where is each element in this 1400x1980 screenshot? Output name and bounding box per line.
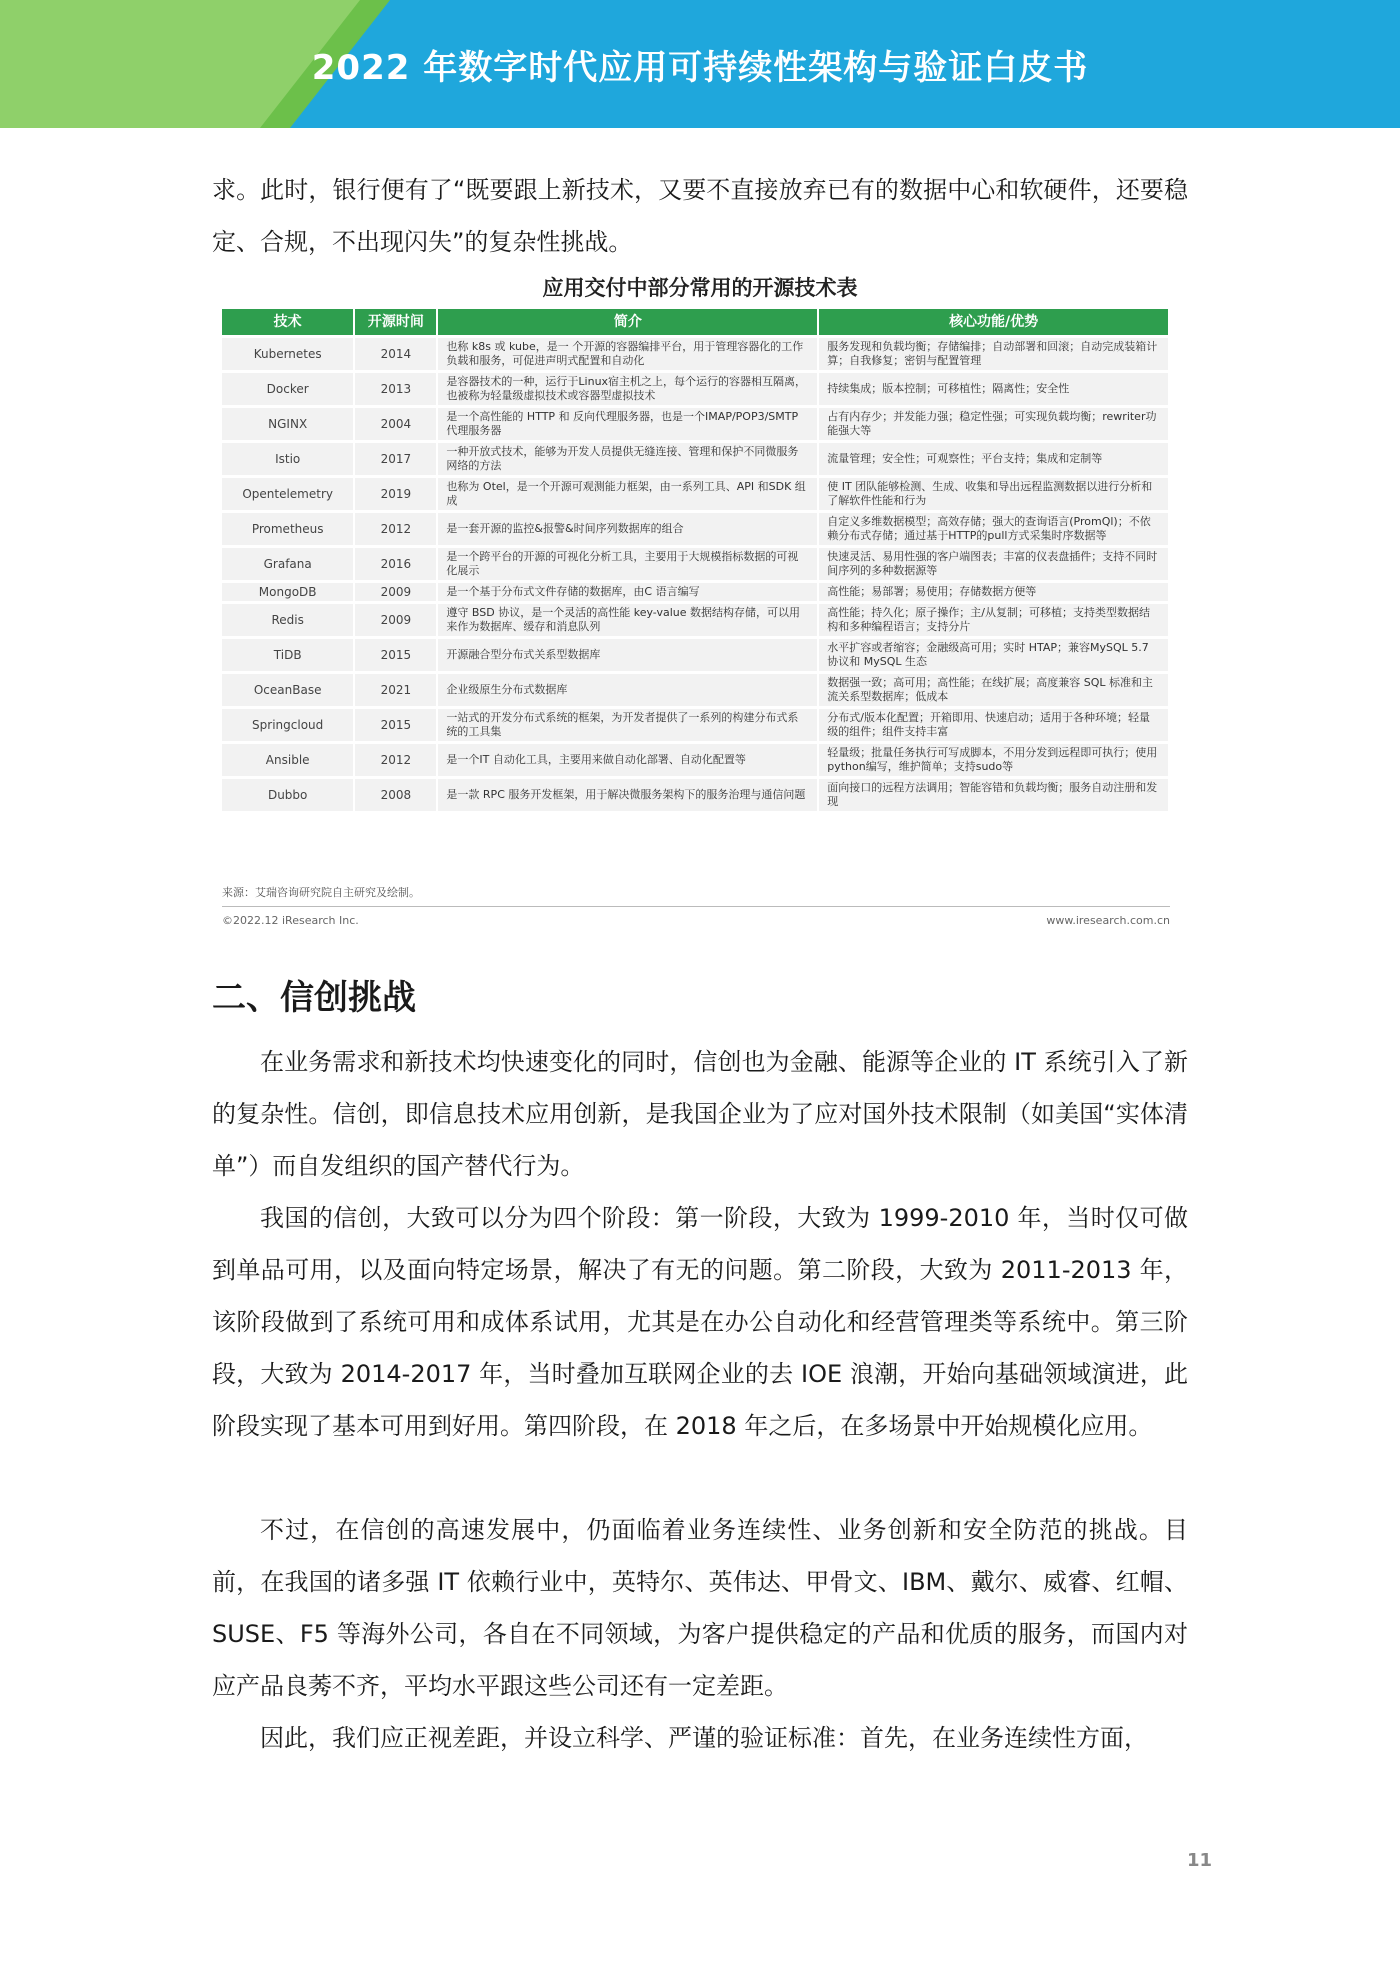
features-cell: 高性能；易部署；易使用；存储数据方便等 [819, 583, 1170, 601]
open-source-year-cell: 2014 [355, 338, 438, 370]
figure-url: www.iresearch.com.cn [1046, 914, 1170, 927]
tech-name-cell: Dubbo [222, 779, 355, 811]
table-row [222, 744, 1170, 776]
table-row [222, 443, 1170, 475]
intro-cell: 也称为 Otel，是一个开源可观测能力框架，由一系列工具、API 和SDK 组成 [438, 478, 819, 510]
figure-source-note: 来源：艾瑞咨询研究院自主研究及绘制。 [222, 886, 420, 899]
figure-divider [222, 906, 1170, 907]
body-paragraph-1: 在业务需求和新技术均快速变化的同时，信创也为金融、能源等企业的 IT 系统引入了新的复杂性。信创，即信息技术应用创新，是我国企业为了应对国外技术限制（如美国“实体清单”）而自发组织的国产替代行为。 [212, 1048, 1188, 1180]
features-cell: 水平扩容或者缩容；金融级高可用；实时 HTAP；兼容MySQL 5.7 协议和 MySQL 生态 [819, 639, 1170, 671]
table-row [222, 408, 1170, 440]
open-source-tech-table [222, 306, 1170, 814]
document-title: 2022 年数字时代应用可持续性架构与验证白皮书 [311, 48, 1089, 88]
tech-name-cell: TiDB [222, 639, 355, 671]
features-cell: 轻量级；批量任务执行可写成脚本，不用分发到远程即可执行；使用python编写，维护简单；支持sudo等 [819, 744, 1170, 776]
features-cell: 占有内存少；并发能力强；稳定性强；可实现负载均衡；rewriter功能强大等 [819, 408, 1170, 440]
intro-cell: 一站式的开发分布式系统的框架，为开发者提供了一系列的构建分布式系统的工具集 [438, 709, 819, 741]
features-cell: 快速灵活、易用性强的客户端图表；丰富的仪表盘插件；支持不同时间序列的多种数据源等 [819, 548, 1170, 580]
table-header-cell: 技术 [222, 309, 355, 335]
open-source-year-cell: 2019 [355, 478, 438, 510]
tech-name-cell: Redis [222, 604, 355, 636]
open-source-year-cell: 2015 [355, 639, 438, 671]
table-row [222, 604, 1170, 636]
intro-cell: 遵守 BSD 协议，是一个灵活的高性能 key-value 数据结构存储，可以用来作为数据库、缓存和消息队列 [438, 604, 819, 636]
open-source-year-cell: 2009 [355, 583, 438, 601]
table-row [222, 478, 1170, 510]
open-source-year-cell: 2013 [355, 373, 438, 405]
intro-cell: 一种开放式技术，能够为开发人员提供无缝连接、管理和保护不同微服务网络的方法 [438, 443, 819, 475]
table-row [222, 513, 1170, 545]
table-row [222, 338, 1170, 370]
open-source-year-cell: 2004 [355, 408, 438, 440]
tech-name-cell: Kubernetes [222, 338, 355, 370]
table-row [222, 548, 1170, 580]
table-row [222, 639, 1170, 671]
intro-cell: 是一款 RPC 服务开发框架，用于解决微服务架构下的服务治理与通信问题 [438, 779, 819, 811]
features-cell: 分布式/版本化配置；开箱即用、快速启动；适用于各种环境；轻量级的组件；组件支持丰富 [819, 709, 1170, 741]
tech-name-cell: OceanBase [222, 674, 355, 706]
intro-cell: 是一个高性能的 HTTP 和 反向代理服务器，也是一个IMAP/POP3/SMTP 代理服务器 [438, 408, 819, 440]
tech-name-cell: Grafana [222, 548, 355, 580]
intro-cell: 是容器技术的一种，运行于Linux宿主机之上，每个运行的容器相互隔离，也被称为轻量级虚拟技术或容器型虚拟技术 [438, 373, 819, 405]
open-source-year-cell: 2012 [355, 744, 438, 776]
features-cell: 服务发现和负载均衡；存储编排；自动部署和回滚；自动完成装箱计算；自我修复；密钥与配置管理 [819, 338, 1170, 370]
open-source-year-cell: 2008 [355, 779, 438, 811]
open-source-year-cell: 2021 [355, 674, 438, 706]
tech-name-cell: Docker [222, 373, 355, 405]
tech-name-cell: Springcloud [222, 709, 355, 741]
features-cell: 持续集成；版本控制；可移植性；隔离性；安全性 [819, 373, 1170, 405]
tech-name-cell: NGINX [222, 408, 355, 440]
intro-cell: 是一个跨平台的开源的可视化分析工具，主要用于大规模指标数据的可视化展示 [438, 548, 819, 580]
table-body [222, 338, 1170, 811]
table-row [222, 779, 1170, 811]
body-paragraph-3: 不过，在信创的高速发展中，仍面临着业务连续性、业务创新和安全防范的挑战。目前，在我国的诸多强 IT 依赖行业中，英特尔、英伟达、甲骨文、IBM、戴尔、威睿、红帽、SUSE、F5 等海外公司，各自在不同领域，为客户提供稳定的产品和优质的服务，而国内对应产品良莠不齐，平均水平跟这些公司还有一定差距。 [212, 1516, 1188, 1700]
features-cell: 使 IT 团队能够检测、生成、收集和导出远程监测数据以进行分析和了解软件性能和行为 [819, 478, 1170, 510]
table-header-cell: 核心功能/优势 [819, 309, 1170, 335]
table-header-cell: 开源时间 [355, 309, 438, 335]
tech-name-cell: MongoDB [222, 583, 355, 601]
intro-paragraph: 求。此时，银行便有了“既要跟上新技术，又要不直接放弃已有的数据中心和软硬件，还要稳定、合规，不出现闪失”的复杂性挑战。 [212, 176, 1188, 256]
table-header-cell: 简介 [438, 309, 819, 335]
table-row [222, 674, 1170, 706]
section-heading: 二、信创挑战 [212, 978, 416, 1018]
tech-name-cell: Ansible [222, 744, 355, 776]
intro-cell: 企业级原生分布式数据库 [438, 674, 819, 706]
figure-title: 应用交付中部分常用的开源技术表 [542, 276, 858, 300]
open-source-year-cell: 2017 [355, 443, 438, 475]
body-paragraph-4: 因此，我们应正视差距，并设立科学、严谨的验证标准：首先，在业务连续性方面， [260, 1724, 1148, 1752]
features-cell: 面向接口的远程方法调用；智能容错和负载均衡；服务自动注册和发现 [819, 779, 1170, 811]
tech-name-cell: Opentelemetry [222, 478, 355, 510]
open-source-year-cell: 2009 [355, 604, 438, 636]
open-source-year-cell: 2016 [355, 548, 438, 580]
page-number: 11 [1186, 1850, 1212, 1871]
features-cell: 流量管理；安全性；可观察性；平台支持；集成和定制等 [819, 443, 1170, 475]
figure-copyright: ©2022.12 iResearch Inc. [222, 914, 359, 927]
body-paragraph-2: 我国的信创，大致可以分为四个阶段：第一阶段，大致为 1999-2010 年，当时仅可做到单品可用，以及面向特定场景，解决了有无的问题。第二阶段，大致为 2011-2013 年，该阶段做到了系统可用和成体系试用，尤其是在办公自动化和经营管理类等系统中。第三阶段，大致为 2014-2017 年，当时叠加互联网企业的去 IOE 浪潮，开始向基础领域演进，此阶段实现了基本可用到好用。第四阶段，在 2018 年之后，在多场景中开始规模化应用。 [212, 1204, 1188, 1440]
intro-cell: 是一个IT 自动化工具，主要用来做自动化部署、自动化配置等 [438, 744, 819, 776]
tech-name-cell: Istio [222, 443, 355, 475]
table-row [222, 709, 1170, 741]
open-source-year-cell: 2015 [355, 709, 438, 741]
intro-cell: 是一套开源的监控&报警&时间序列数据库的组合 [438, 513, 819, 545]
header-banner [0, 0, 1400, 128]
features-cell: 数据强一致；高可用；高性能；在线扩展；高度兼容 SQL 标准和主流关系型数据库；低成本 [819, 674, 1170, 706]
table-row [222, 583, 1170, 601]
features-cell: 高性能；持久化；原子操作；主/从复制；可移植；支持类型数据结构和多种编程语言；支持分片 [819, 604, 1170, 636]
intro-cell: 开源融合型分布式关系型数据库 [438, 639, 819, 671]
intro-cell: 是一个基于分布式文件存储的数据库，由C 语言编写 [438, 583, 819, 601]
tech-name-cell: Prometheus [222, 513, 355, 545]
table-row [222, 373, 1170, 405]
intro-cell: 也称 k8s 或 kube，是一 个开源的容器编排平台，用于管理容器化的工作负载和服务，可促进声明式配置和自动化 [438, 338, 819, 370]
table-header-row [222, 309, 1170, 335]
open-source-year-cell: 2012 [355, 513, 438, 545]
features-cell: 自定义多维数据模型；高效存储；强大的查询语言(PromQl)；不依赖分布式存储；通过基于HTTP的pull方式采集时序数据等 [819, 513, 1170, 545]
